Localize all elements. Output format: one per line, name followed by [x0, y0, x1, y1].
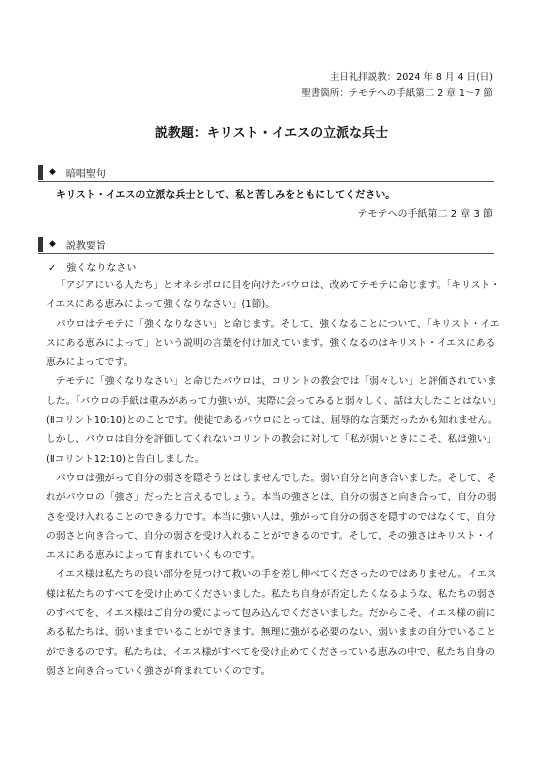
section-bar — [38, 165, 43, 180]
memory-verse-reference: テモテへの手紙第二 2 章 3 節 — [357, 209, 493, 220]
body-paragraph: パウロはテモテに「強くなりなさい」と命じます。そして、強くなることについて、「キリスト・イエスにある恵みによって」という説明の言葉を付け加えています。強くなるのはキリスト・イエスにある恵みによってです。 — [46, 318, 500, 369]
body-paragraph: イエス様は私たちの良い部分を見つけて救いの手を差し伸べてくださったのではありません。イエス様は私たちのすべてを受け止めてくださいました。私たち自身が否定したくなるような、私たちの弱さのすべてを、イエス様はご自分の愛によって包み込んでくださいました。だからこそ、イエス様の前にある私たちは、弱いままでいることができます。無理に強がる必要のない、弱いままの自分でいることができるのです。私たちは、イエス様がすべてを受け止めてくださっている恵みの中で、私たち自身の弱さと向き合っていく強さが育まれていくのです。 — [46, 569, 497, 677]
sermon-body — [46, 276, 501, 681]
diamond-icon: ◆ — [49, 167, 56, 177]
check-icon: ✓ — [48, 263, 57, 274]
subheading-text: 強くなりなさい — [66, 263, 137, 274]
scripture-passage: 聖書箇所：テモテへの手紙第二 2 章 1～7 節 — [301, 88, 493, 99]
section-bar — [38, 237, 43, 252]
recitation-label: 暗唱聖句 — [65, 168, 106, 180]
body-paragraph: テモテに「強くなりなさい」と命じたパウロは、コリントの教会では「弱々しい」と評価されていました。「パウロの手紙は重みがあって力強いが、実際に会ってみると弱々しく、話は大したことはない」(Ⅱコリント10:10)とのことです。使徒であるパウロにとっては、屈辱的な言葉だったかも知れません。しかし、パウロは自分を評価してくれないコリントの教会に対して「私が弱いときにこそ、私は強い」(Ⅱコリント12:10)と告白しました。 — [46, 376, 498, 465]
sermon-date: 主日礼拝説教：2024 年 8 月 4 日(日) — [329, 72, 493, 83]
summary-section-header — [38, 235, 494, 254]
memory-verse: キリスト・イエスの立派な兵士として、私と苦しみをともにしてください。 — [56, 190, 396, 201]
summary-label: 説教要旨 — [65, 240, 106, 252]
body-paragraph: パウロは強がって自分の弱さを隠そうとはしませんでした。弱い自分と向き合いました。そして、それがパウロの「強さ」だったと言えるでしょう。本当の強さとは、自分の弱さと向き合って、自分の弱さを受け入れることのできる力です。本当に強い人は、強がって自分の弱さを隠すのではなくて、自分の弱さと向き合って、自分の弱さを受け入れることができるのです。そして、その強さはキリスト・イエスにある恵みによって育まれていくものです。 — [46, 472, 497, 562]
sermon-title: 説教題：キリスト・イエスの立派な兵士 — [154, 126, 389, 141]
body-paragraph: 「アジアにいる人たち」とオネシポロに目を向けたパウロは、改めてテモテに命じます。「キリスト・イエスにある恵みによって強くなりなさい」(1節)。 — [46, 280, 501, 311]
diamond-icon: ◆ — [49, 239, 56, 249]
summary-subheading — [48, 259, 136, 274]
recitation-section-header — [38, 163, 494, 182]
